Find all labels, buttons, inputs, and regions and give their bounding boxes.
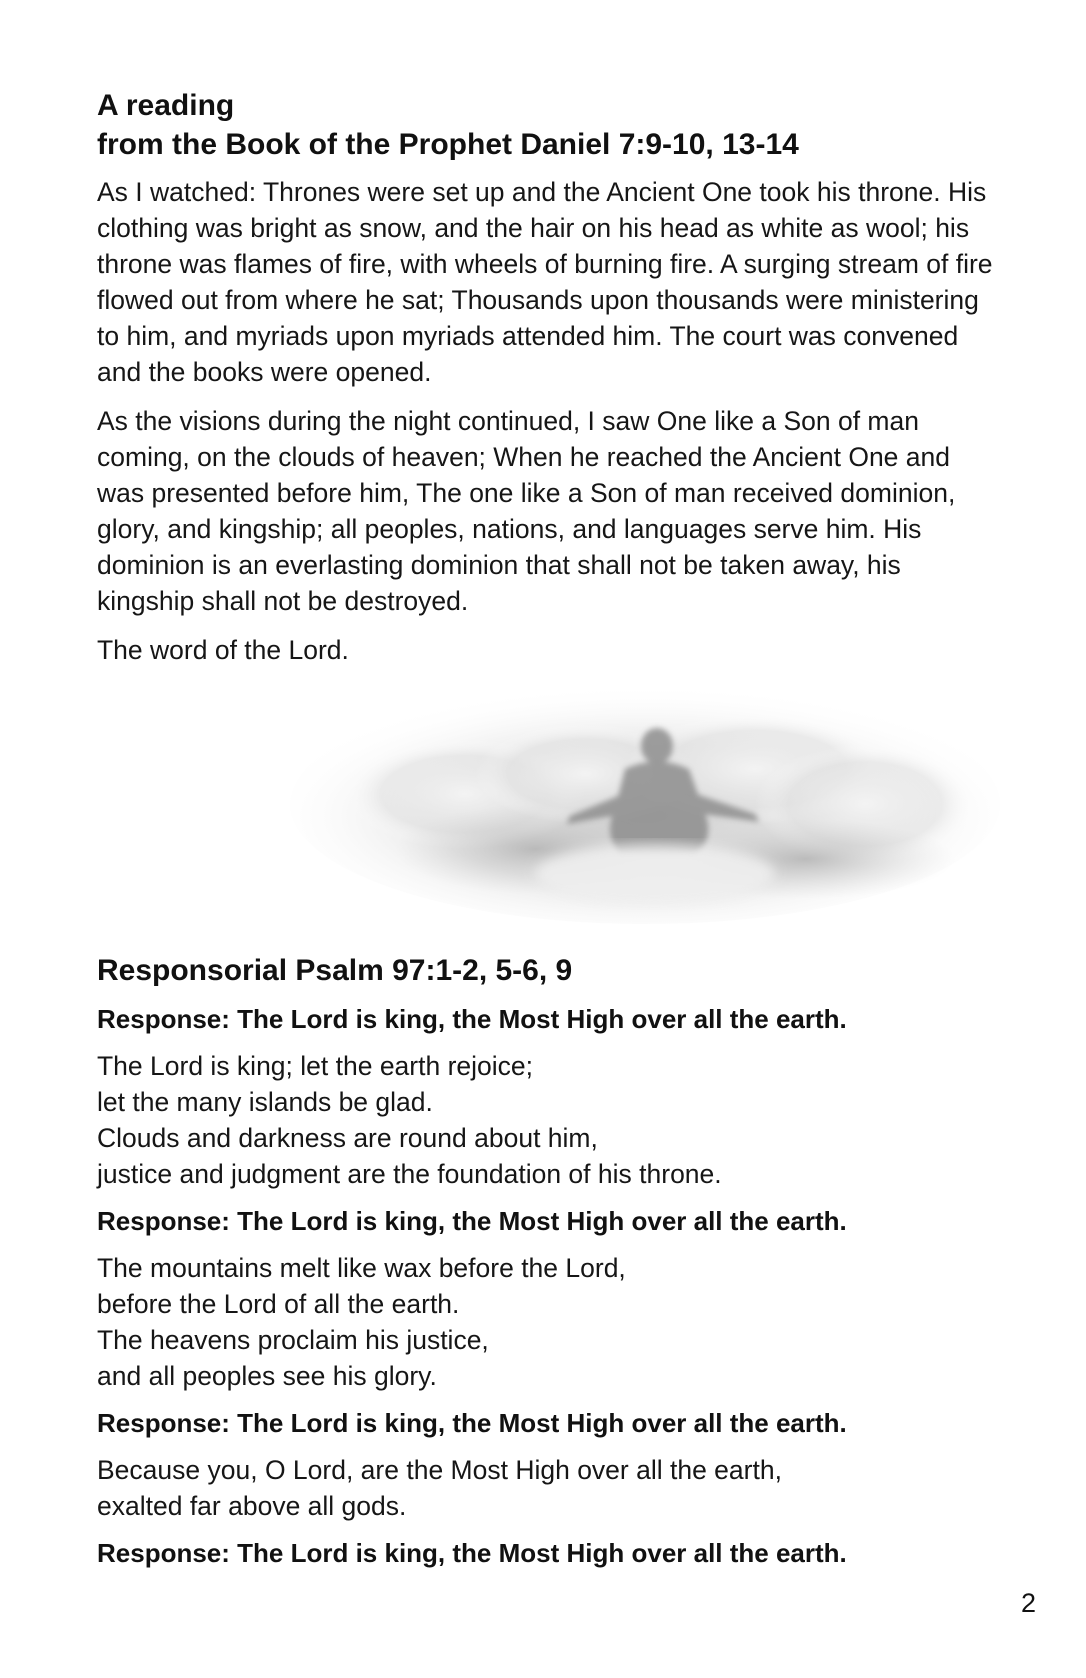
stanza-2-line-2: before the Lord of all the earth.: [97, 1289, 460, 1319]
psalm-stanza-3: [97, 1452, 997, 1524]
psalm-response-4: Response: The Lord is king, the Most High over all the earth.: [97, 1538, 847, 1568]
psalm-response-2: Response: The Lord is king, the Most High over all the earth.: [97, 1206, 847, 1236]
reading-heading: [97, 86, 997, 164]
psalm-heading: Responsorial Psalm 97:1-2, 5-6, 9: [97, 954, 573, 987]
stanza-2-line-3: The heavens proclaim his justice,: [97, 1325, 489, 1355]
psalm-response-1: Response: The Lord is king, the Most High over all the earth.: [97, 1004, 847, 1034]
stanza-1-line-3: Clouds and darkness are round about him,: [97, 1123, 598, 1153]
stanza-2-line-4: and all peoples see his glory.: [97, 1361, 437, 1391]
stanza-1-line-2: let the many islands be glad.: [97, 1087, 433, 1117]
son-of-man-clouds-illustration: [285, 674, 1005, 929]
reading-heading-line1: A reading: [97, 89, 235, 122]
reading-paragraph-1: As I watched: Thrones were set up and the Ancient One took his throne. His clothing was bright as snow, and the hair on his head as white as wool; his throne was flames of fire, with wheels of burning fire. A surging stream of fire flowed out from where he sat; Thousands upon thousands were ministering to him, and myriads upon myriads attended him. The court was convened and the books were opened.: [97, 177, 993, 387]
psalm-response-3: Response: The Lord is king, the Most High over all the earth.: [97, 1408, 847, 1438]
stanza-3-line-2: exalted far above all gods.: [97, 1491, 407, 1521]
page-number: 2: [1020, 1588, 1036, 1618]
stanza-1-line-4: justice and judgment are the foundation of his throne.: [97, 1159, 722, 1189]
stanza-1-line-1: The Lord is king; let the earth rejoice;: [97, 1051, 534, 1081]
clouds-figure-icon: [285, 674, 1005, 929]
stanza-2-line-1: The mountains melt like wax before the Lord,: [97, 1253, 626, 1283]
reading-paragraph-2: As the visions during the night continued, I saw One like a Son of man coming, on the clouds of heaven; When he reached the Ancient One and was presented before him, The one like a Son of man received dominion, glory, and kingship; all peoples, nations, and languages serve him. His dominion is an everlasting dominion that shall not be taken away, his kingship shall not be destroyed.: [97, 406, 956, 616]
reading-heading-line2: from the Book of the Prophet Daniel 7:9-10, 13-14: [97, 128, 799, 161]
stanza-3-line-1: Because you, O Lord, are the Most High over all the earth,: [97, 1455, 782, 1485]
psalm-stanza-2: [97, 1250, 997, 1394]
reading-closing: The word of the Lord.: [97, 635, 349, 665]
psalm-stanza-1: [97, 1048, 997, 1192]
reading-page: [97, 86, 997, 1582]
